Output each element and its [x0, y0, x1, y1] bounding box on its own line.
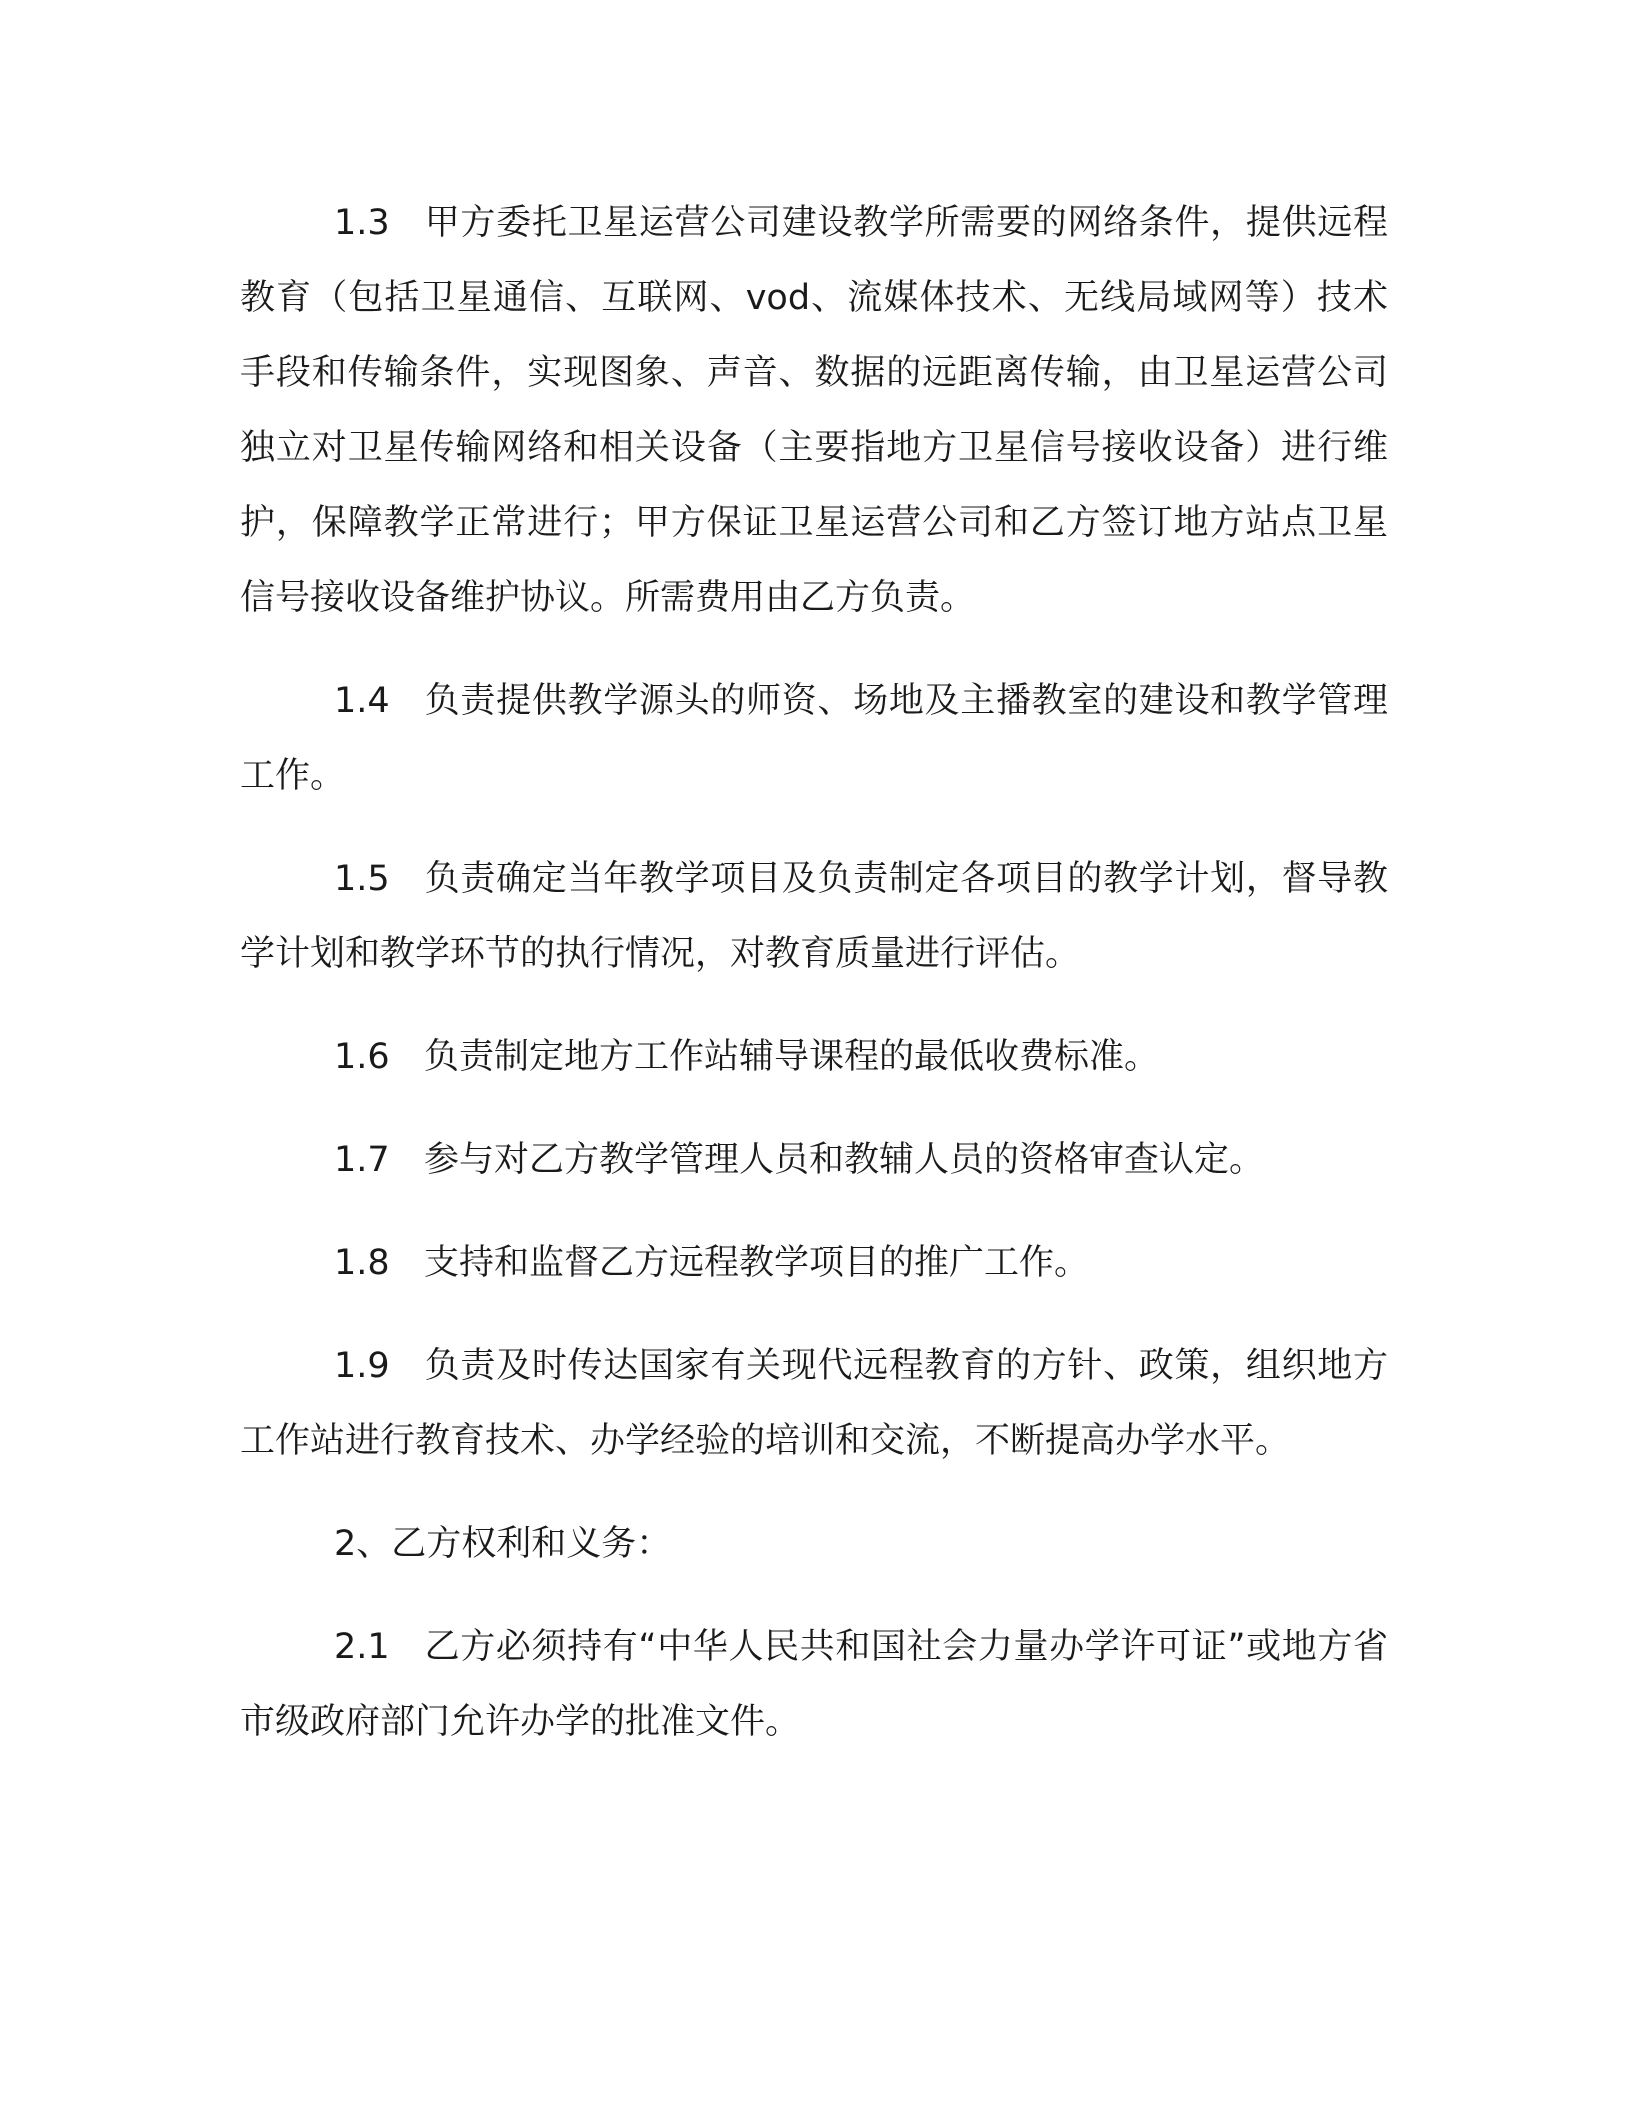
- paragraph-text: 支持和监督乙方远程教学项目的推广工作。: [424, 1243, 1090, 1283]
- paragraph-number: 2.1: [334, 1627, 390, 1667]
- paragraph-number: 1.4: [334, 681, 390, 721]
- paragraph-1-7: [240, 1123, 1388, 1198]
- paragraph-2-1: [240, 1610, 1388, 1760]
- paragraph-number: 1.7: [334, 1140, 390, 1180]
- paragraph-1-9: [240, 1329, 1388, 1479]
- paragraph-number: 1.6: [334, 1037, 390, 1077]
- paragraph-1-4: [240, 664, 1388, 814]
- paragraph-number: 1.9: [334, 1346, 390, 1386]
- paragraph-1-5: [240, 842, 1388, 992]
- paragraph-text: 负责及时传达国家有关现代远程教育的方针、政策，组织地方工作站进行教育技术、办学经验的培训和交流，不断提高办学水平。: [240, 1346, 1388, 1461]
- paragraph-1-6: [240, 1020, 1388, 1095]
- paragraph-text: 负责提供教学源头的师资、场地及主播教室的建设和教学管理工作。: [240, 681, 1388, 796]
- paragraph-number: 1.5: [334, 859, 390, 899]
- paragraph-text: 甲方委托卫星运营公司建设教学所需要的网络条件，提供远程教育（包括卫星通信、互联网、vod、流媒体技术、无线局域网等）技术手段和传输条件，实现图象、声音、数据的远距离传输，由卫星运营公司独立对卫星传输网络和相关设备（主要指地方卫星信号接收设备）进行维护，保障教学正常进行；甲方保证卫星运营公司和乙方签订地方站点卫星信号接收设备维护协议。所需费用由乙方负责。: [240, 203, 1388, 618]
- paragraph-number: 1.8: [334, 1243, 390, 1283]
- paragraph-number: 1.3: [334, 203, 390, 243]
- section-heading-text: 2、乙方权利和义务：: [334, 1524, 672, 1564]
- paragraph-text: 参与对乙方教学管理人员和教辅人员的资格审查认定。: [424, 1140, 1265, 1180]
- section-heading-2: [240, 1507, 1388, 1582]
- paragraph-text: 乙方必须持有“中华人民共和国社会力量办学许可证”或地方省市级政府部门允许办学的批准文件。: [240, 1627, 1388, 1742]
- paragraph-1-3: [240, 186, 1388, 636]
- document-body: [240, 186, 1388, 1788]
- paragraph-text: 负责制定地方工作站辅导课程的最低收费标准。: [424, 1037, 1160, 1077]
- paragraph-text: 负责确定当年教学项目及负责制定各项目的教学计划，督导教学计划和教学环节的执行情况，对教育质量进行评估。: [240, 859, 1388, 974]
- paragraph-1-8: [240, 1226, 1388, 1301]
